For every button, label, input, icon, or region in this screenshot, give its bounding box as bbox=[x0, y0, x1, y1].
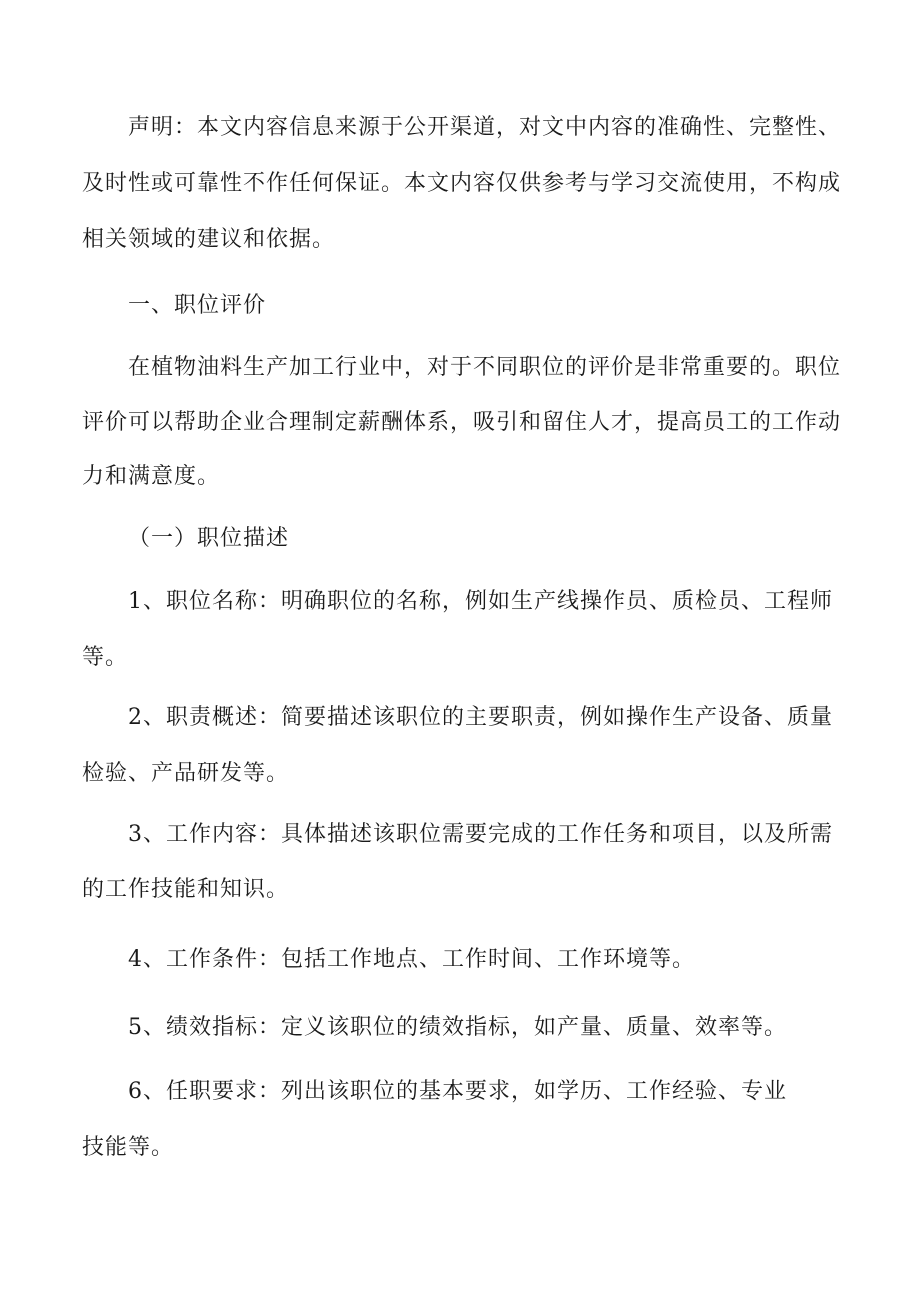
intro-line-1: 在植物油料生产加工行业中，对于不同职位的评价是非常重要的。职位 bbox=[128, 355, 842, 380]
item-1-line-1: 1、职位名称：明确职位的名称，例如生产线操作员、质检员、工程师 bbox=[128, 589, 833, 614]
disclaimer-line-1: 声明：本文内容信息来源于公开渠道，对文中内容的准确性、完整性、 bbox=[128, 115, 842, 140]
item-2-line-1: 2、职责概述：简要描述该职位的主要职责，例如操作生产设备、质量 bbox=[128, 705, 833, 730]
item-4-line-1: 4、工作条件：包括工作地点、工作时间、工作环境等。 bbox=[128, 947, 695, 972]
item-2-line-2: 检验、产品研发等。 bbox=[82, 761, 290, 786]
disclaimer-line-3: 相关领域的建议和依据。 bbox=[82, 227, 336, 252]
item-1-line-2: 等。 bbox=[82, 645, 129, 670]
item-6-line-1: 6、任职要求：列出该职位的基本要求，如学历、工作经验、专业 bbox=[128, 1079, 787, 1104]
intro-line-3: 力和满意度。 bbox=[82, 464, 221, 489]
item-3-line-1: 3、工作内容：具体描述该职位需要完成的工作任务和项目，以及所需 bbox=[128, 822, 833, 847]
item-5-line-1: 5、绩效指标：定义该职位的绩效指标，如产量、质量、效率等。 bbox=[128, 1015, 787, 1040]
item-3-line-2: 的工作技能和知识。 bbox=[82, 877, 290, 902]
item-6-line-2: 技能等。 bbox=[82, 1135, 175, 1160]
intro-line-2: 评价可以帮助企业合理制定薪酬体系，吸引和留住人才，提高员工的工作动 bbox=[82, 410, 842, 435]
subsection-heading: （一）职位描述 bbox=[128, 526, 290, 551]
disclaimer-line-2: 及时性或可靠性不作任何保证。本文内容仅供参考与学习交流使用，不构成 bbox=[82, 171, 842, 196]
section-heading: 一、职位评价 bbox=[128, 293, 267, 318]
